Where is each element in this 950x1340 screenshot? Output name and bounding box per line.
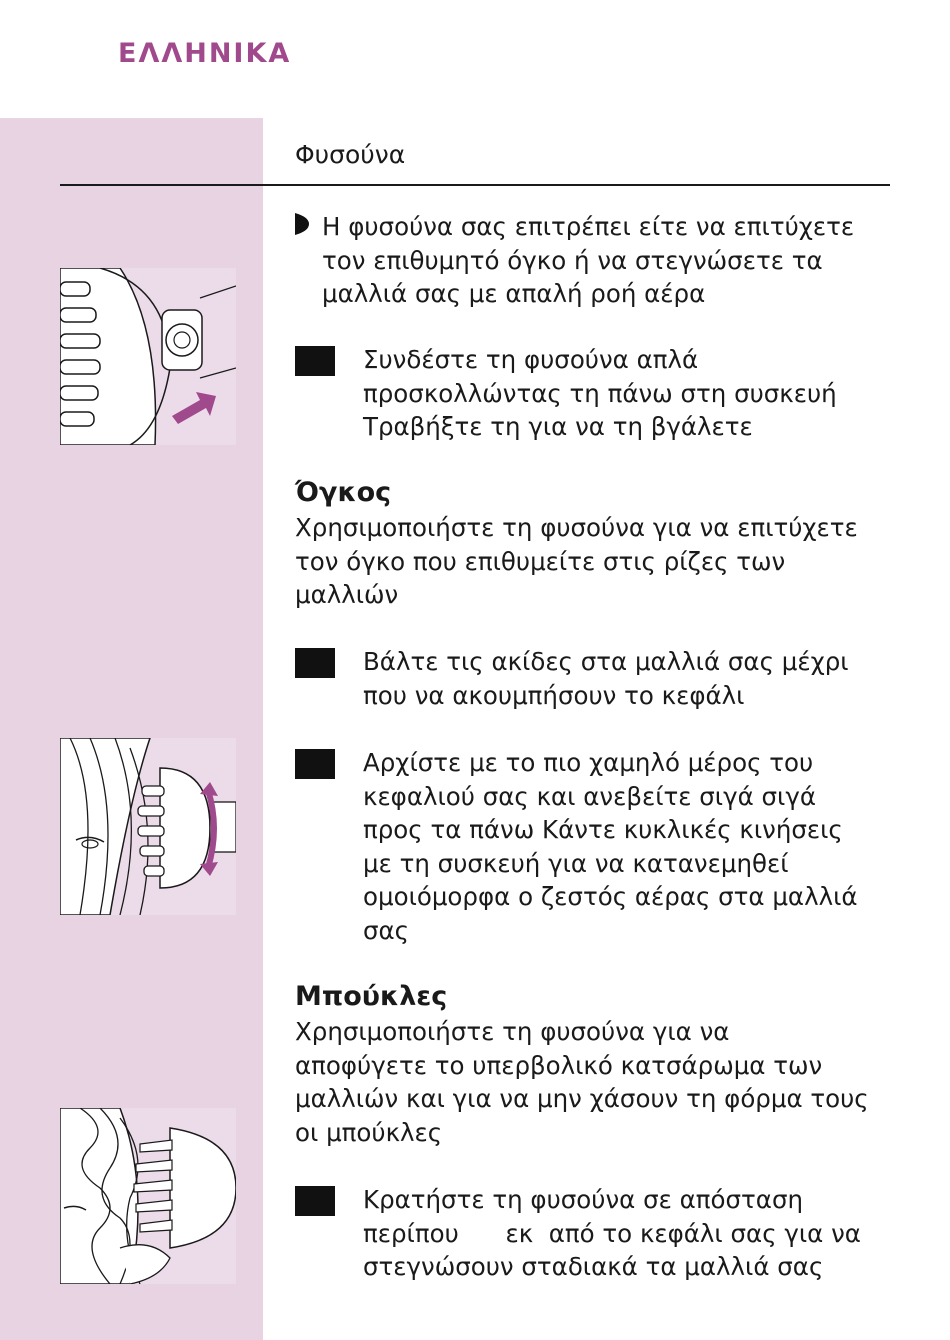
volume-step2-line: ομοιόμορφα ο ζεστός αέρας στα μαλλιά [363,882,858,911]
volume-step1-line: Βάλτε τις ακίδες στα μαλλιά σας μέχρι [363,647,849,676]
intro-line: μαλλιά σας με απαλή ροή αέρα [322,279,706,308]
intro-paragraph [322,210,854,311]
volume-paragraph [295,511,858,612]
volume-step1-line: που να ακουμπήσουν το κεφάλι [363,680,745,710]
step-marker [295,1186,335,1216]
curls-line: αποφύγετε το υπερβολικό κατσάρωμα των [295,1050,823,1080]
volume-step-2 [363,746,858,947]
curls-step1-line: στεγνώσουν σταδιακά τα μαλλιά σας [363,1252,824,1281]
volume-step-1 [363,645,849,712]
attach-step [363,343,837,444]
curls-line: οι μπούκλες [295,1117,443,1147]
curls-illustration [60,1108,236,1284]
curls-line: Χρησιμοποιήστε τη φυσούνα για να [295,1017,730,1046]
attach-line: Τραβήξτε τη για να τη βγάλετε [363,412,753,441]
volume-technique-icon [60,738,236,915]
curls-step1-line: περίπου εκ από το κεφάλι σας για να [363,1218,861,1248]
attach-line: προσκολλώντας τη πάνω στη συσκευή [363,378,837,408]
step-marker [295,749,335,779]
step-marker [295,346,335,376]
diffuser-attach-icon [60,268,236,445]
attach-line: Συνδέστε τη φυσούνα απλά [363,345,699,374]
volume-heading: Όγκος [295,477,392,508]
diffuser-attach-illustration [60,268,236,445]
bullet-icon [295,213,309,235]
intro-line: τον επιθυμητό όγκο ή να στεγνώσετε τα [322,245,823,275]
volume-line: Χρησιμοποιήστε τη φυσούνα για να επιτύχετε [295,513,858,542]
volume-line: μαλλιών [295,580,399,609]
curls-step1-line: Κρατήστε τη φυσούνα σε απόσταση [363,1185,804,1214]
volume-step2-line: κεφαλιού σας και ανεβείτε σιγά σιγά [363,781,816,811]
volume-illustration [60,738,236,915]
volume-step2-line: προς τα πάνω Κάντε κυκλικές κινήσεις [363,815,843,844]
section-title: Φυσούνα [295,140,406,169]
volume-line: τον όγκο που επιθυμείτε στις ρίζες των [295,546,786,576]
divider [60,184,890,186]
curls-heading: Μπούκλες [295,981,448,1012]
volume-step2-line: σας [363,915,410,945]
curls-step-1 [363,1183,861,1284]
curls-line: μαλλιών και για να μην χάσουν τη φόρμα τους [295,1084,869,1113]
curls-technique-icon [60,1108,236,1284]
volume-step2-line: με τη συσκευή για να κατανεμηθεί [363,848,789,878]
intro-line: Η φυσούνα σας επιτρέπει είτε να επιτύχετε [322,212,855,241]
volume-step2-line: Αρχίστε με το πιο χαμηλό μέρος του [363,748,814,777]
curls-paragraph [295,1015,869,1149]
step-marker [295,648,335,678]
language-label: ΕΛΛΗΝΙΚΑ [118,38,292,69]
